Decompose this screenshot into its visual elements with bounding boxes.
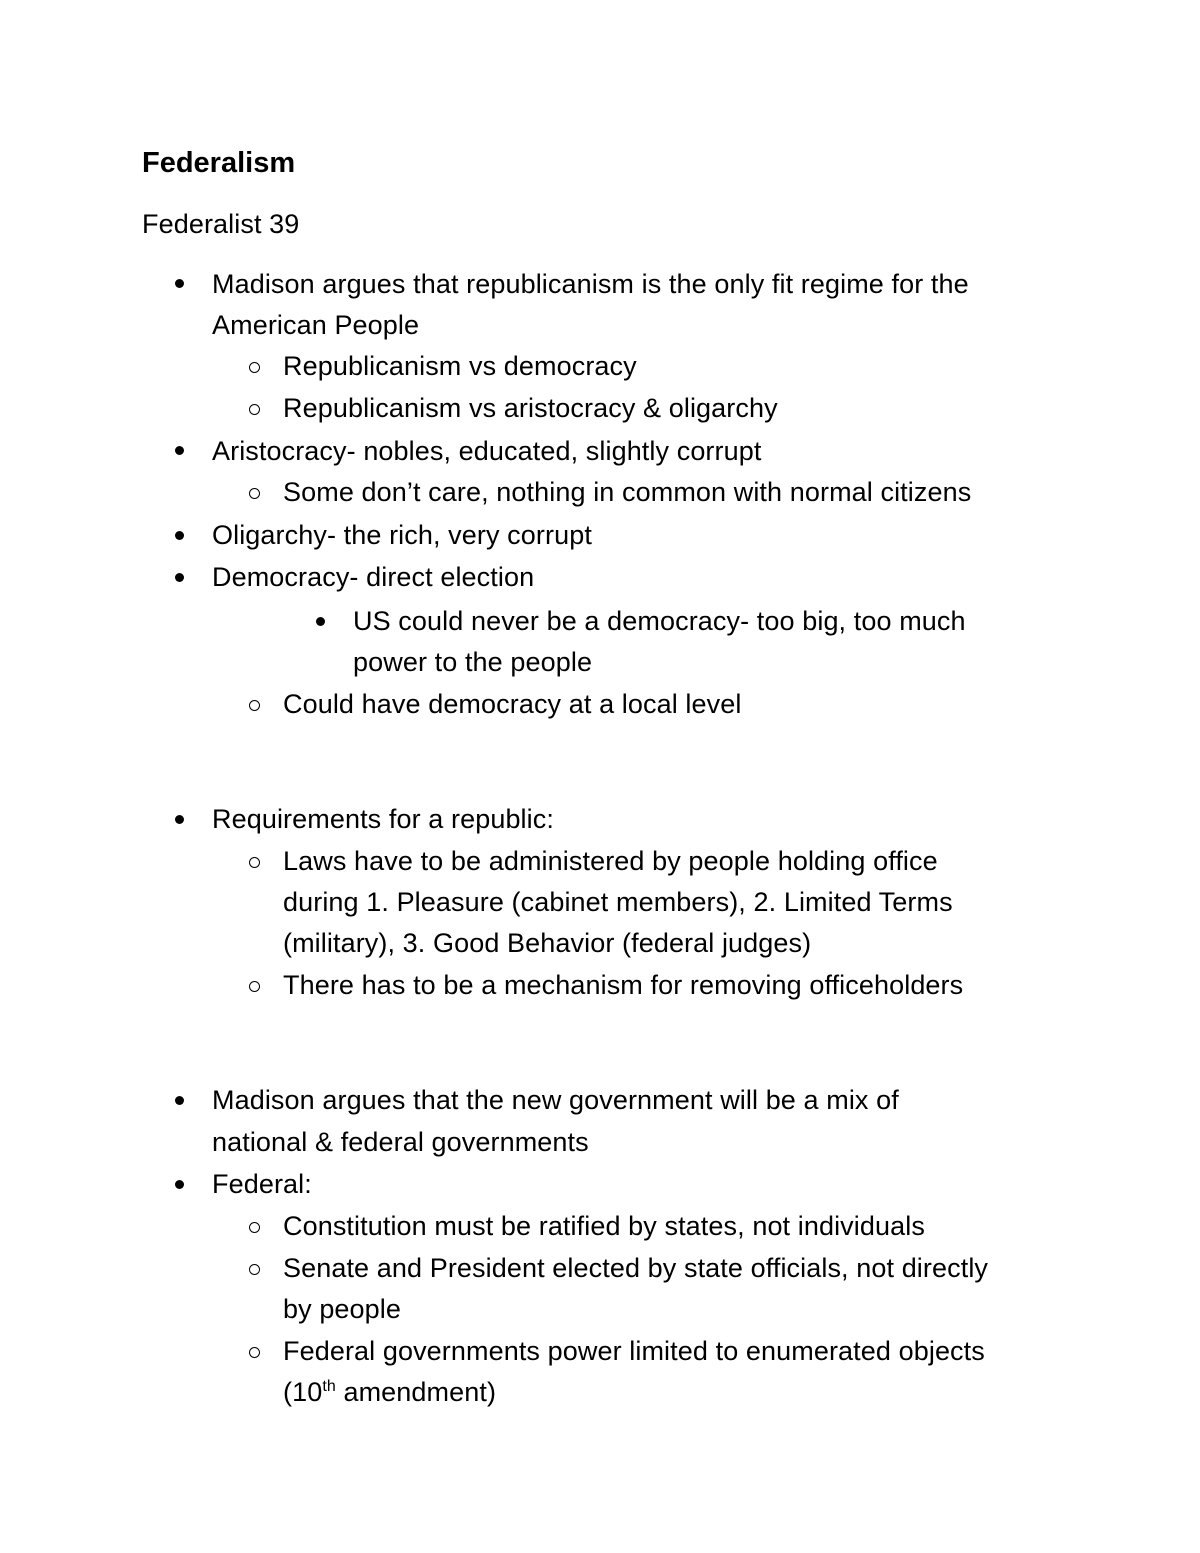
bullet-circle-icon: [249, 488, 260, 499]
list-item: Aristocracy- nobles, educated, slightly corrupt: [212, 436, 762, 466]
list-item: national & federal governments: [212, 1127, 589, 1157]
bullet-circle-icon: [249, 404, 260, 415]
list-item: Republicanism vs aristocracy & oligarchy: [283, 393, 778, 423]
bullet-circle-icon: [249, 857, 260, 868]
list-item: during 1. Pleasure (cabinet members), 2. Limited Terms: [283, 887, 953, 917]
bullet-circle-icon: [249, 362, 260, 373]
bullet-dot-icon: [316, 617, 325, 626]
list-item: (military), 3. Good Behavior (federal judges): [283, 928, 812, 958]
list-item: Republicanism vs democracy: [283, 351, 637, 381]
list-item: American People: [212, 310, 420, 340]
list-item: power to the people: [353, 647, 593, 677]
bullet-circle-icon: [249, 700, 260, 711]
page-title: Federalism: [142, 147, 296, 179]
amendment-suffix: amendment): [335, 1377, 497, 1407]
list-item: Laws have to be administered by people holding office: [283, 846, 938, 876]
bullet-circle-icon: [249, 1347, 260, 1358]
list-item: Requirements for a republic:: [212, 804, 554, 834]
bullet-circle-icon: [249, 1222, 260, 1233]
list-item: Oligarchy- the rich, very corrupt: [212, 520, 592, 550]
list-item: by people: [283, 1294, 401, 1324]
bullet-dot-icon: [175, 1096, 184, 1105]
list-item: Constitution must be ratified by states, not individuals: [283, 1211, 925, 1241]
bullet-dot-icon: [175, 279, 184, 288]
amendment-prefix: (10: [283, 1377, 323, 1407]
list-item: Some don’t care, nothing in common with normal citizens: [283, 477, 972, 507]
list-item: Federal:: [212, 1169, 312, 1199]
bullet-dot-icon: [175, 446, 184, 455]
list-item: Madison argues that the new government will be a mix of: [212, 1085, 899, 1115]
bullet-circle-icon: [249, 1264, 260, 1275]
list-item: There has to be a mechanism for removing officeholders: [283, 970, 964, 1000]
bullet-dot-icon: [175, 573, 184, 582]
list-item: US could never be a democracy- too big, too much: [353, 606, 966, 636]
list-item: Federal governments power limited to enumerated objects: [283, 1336, 985, 1366]
ordinal-suffix: th: [322, 1378, 336, 1395]
list-item: Democracy- direct election: [212, 562, 535, 592]
bullet-circle-icon: [249, 981, 260, 992]
list-item: [283, 1376, 496, 1408]
list-item: Senate and President elected by state officials, not directly: [283, 1253, 989, 1283]
list-item: Madison argues that republicanism is the only fit regime for the: [212, 269, 969, 299]
bullet-dot-icon: [175, 815, 184, 824]
list-item: Could have democracy at a local level: [283, 689, 742, 719]
bullet-dot-icon: [175, 531, 184, 540]
subtitle: Federalist 39: [142, 209, 300, 239]
bullet-dot-icon: [175, 1180, 184, 1189]
